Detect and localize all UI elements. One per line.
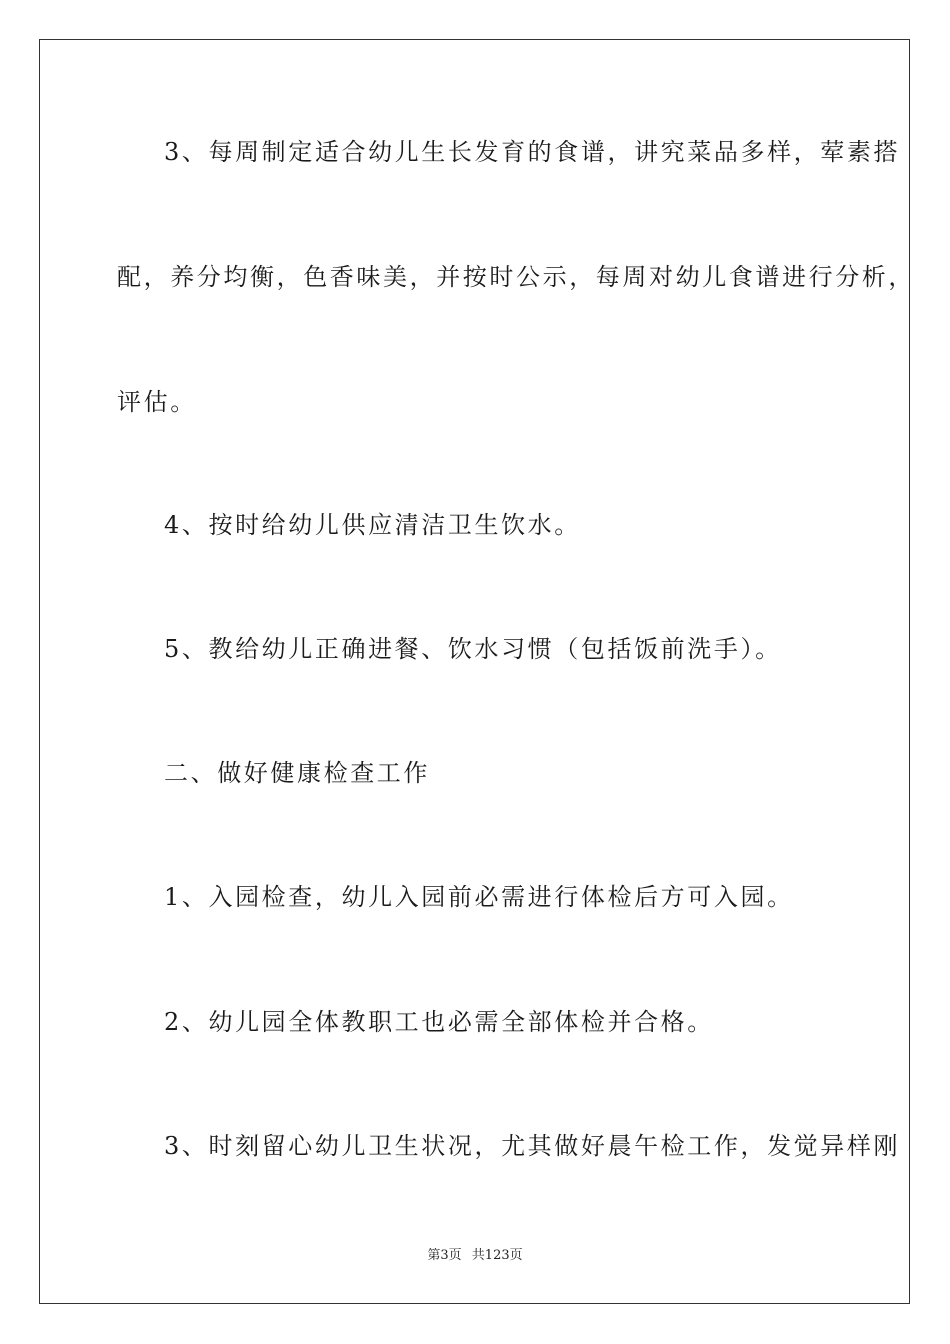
page-footer [0, 1247, 950, 1265]
paragraph-line-1: 3、每周制定适合幼儿生长发育的食谱，讲究菜品多样，荤素搭 [164, 138, 901, 166]
paragraph-line-8: 2、幼儿园全体教职工也必需全部体检并合格。 [164, 1008, 714, 1036]
paragraph-line-7: 1、入园检查，幼儿入园前必需进行体检后方可入园。 [164, 883, 794, 911]
page-total: 共123页 [471, 1248, 523, 1263]
paragraph-line-2: 配，养分均衡，色香味美，并按时公示，每周对幼儿食谱进行分析， [117, 263, 915, 291]
paragraph-line-5: 5、教给幼儿正确进餐、饮水习惯（包括饭前洗手）。 [164, 635, 782, 663]
paragraph-line-9: 3、时刻留心幼儿卫生状况，尤其做好晨午检工作，发觉异样刚 [164, 1132, 901, 1160]
section-heading: 二、做好健康检查工作 [164, 759, 430, 787]
paragraph-line-3: 评估。 [117, 388, 197, 416]
page-border [39, 39, 910, 1304]
paragraph-line-4: 4、按时给幼儿供应清洁卫生饮水。 [164, 511, 581, 539]
page-number: 第3页 [427, 1248, 462, 1263]
